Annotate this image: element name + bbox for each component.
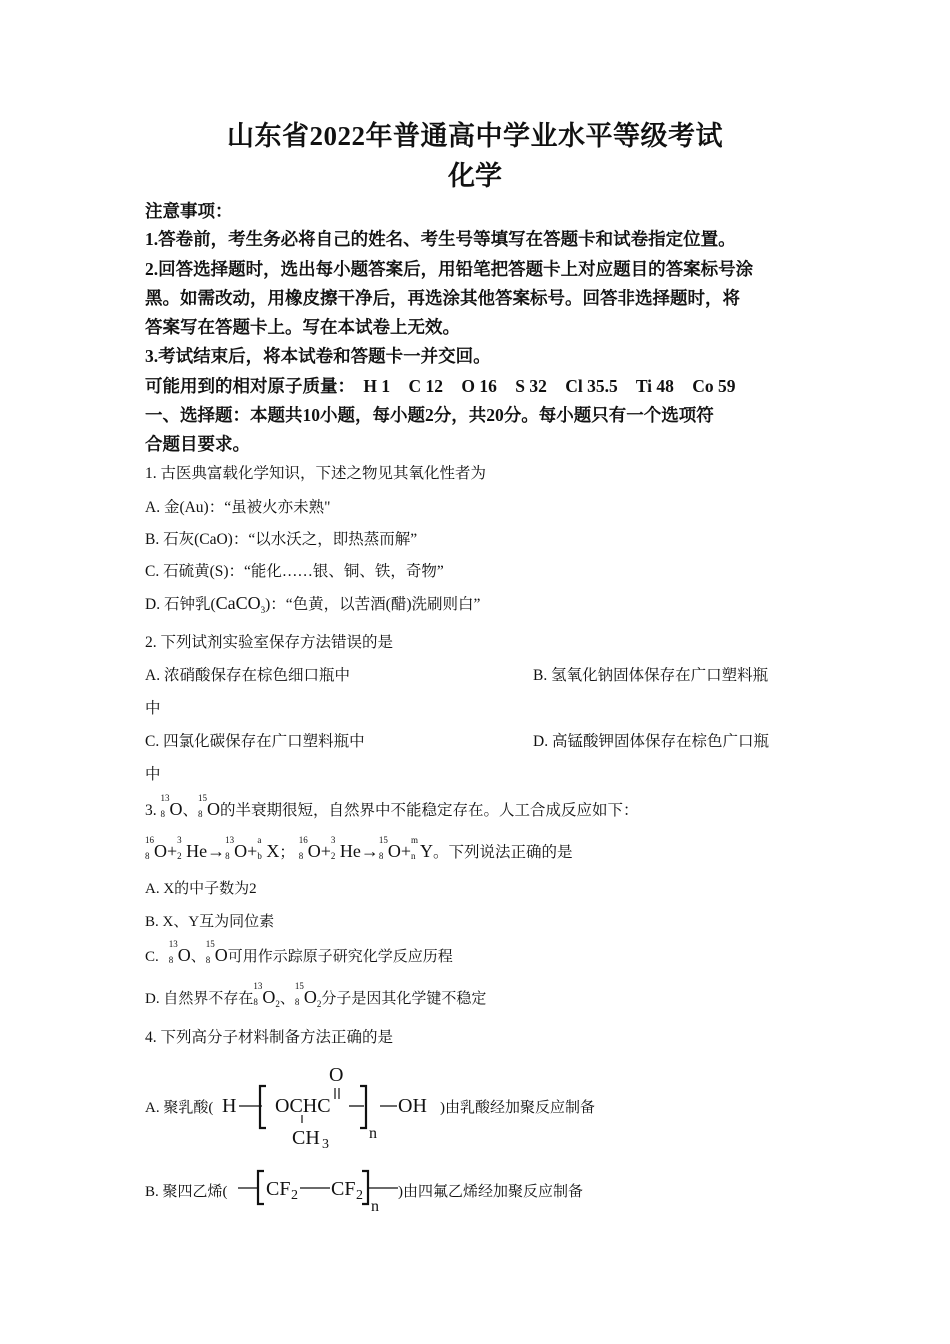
q3-c-text: 可用作示踪原子研究化学反应历程 — [227, 949, 453, 965]
q1-d-subscript: 3 — [260, 605, 266, 616]
exam-subject: 化学 — [448, 161, 502, 191]
q1-option-c: C. 石硫黄(S)：“能化……银、铜、铁，奇物” — [145, 563, 444, 580]
q4-stem: 4. 下列高分子材料制备方法正确的是 — [145, 1029, 394, 1046]
nuclide-x: a b X — [257, 835, 280, 861]
q3-reaction-separator: ； — [279, 844, 295, 861]
svg-text:OH: OH — [398, 1095, 427, 1117]
exam-title: 山东省2022年普通高中学业水平等级考试 — [227, 121, 723, 151]
svg-text:2: 2 — [356, 1188, 363, 1203]
q3-option-a: A. X的中子数为2 — [145, 881, 257, 897]
mass-co: Co 59 — [692, 376, 736, 396]
molecule-o15-2: 15 8 O — [294, 981, 317, 1007]
svg-text:H: H — [222, 1095, 237, 1117]
polylactic-acid-structure — [222, 1058, 440, 1154]
svg-text:O: O — [329, 1064, 344, 1086]
q1-stem: 1. 古医典富载化学知识，下述之物见其氧化性者为 — [145, 465, 487, 482]
svg-text:OCHC: OCHC — [275, 1095, 331, 1117]
q3-c-label: C. — [145, 949, 159, 965]
q4-option-b-suffix: )由四氟乙烯经加聚反应制备 — [398, 1184, 583, 1200]
svg-text:n: n — [371, 1198, 379, 1214]
q4-option-a-prefix: A. 聚乳酸( — [145, 1100, 214, 1116]
molecule-o13-2: 13 8 O — [253, 981, 276, 1007]
svg-text:n: n — [369, 1125, 377, 1142]
q1-option-b: B. 石灰(CaO)：“以水沃之，即热蒸而解” — [145, 531, 418, 548]
q2-option-d: D. 高锰酸钾固体保存在棕色广口瓶 — [533, 733, 769, 750]
notice-item-1: 1.答卷前，考生务必将自己的姓名、考生号等填写在答题卡和试卷指定位置。 — [145, 229, 736, 249]
q1-option-a: A. 金(Au)：“虽被火亦未熟" — [145, 499, 331, 516]
q2-option-b: B. 氢氧化钠固体保存在广口塑料瓶 — [533, 667, 769, 684]
nuclide-o16: 16 8 O — [145, 835, 167, 861]
q3-d-label: D. 自然界不存在 — [145, 991, 254, 1007]
notice-item-2-line2: 黑。如需改动，用橡皮擦干净后，再选涂其他答案标号。回答非选择题时，将 — [145, 288, 740, 308]
mass-s: S 32 — [515, 376, 547, 396]
q3-number: 3. — [145, 802, 157, 819]
q3-stem — [145, 793, 639, 820]
mass-h: H 1 — [363, 376, 391, 396]
q3-option-d: D. 自然界不存在 13 8 $O_2$、 15 8 $O_2$分子是因其化学键不稳定 — [145, 981, 487, 1009]
nuclide-o15: 15 8 O — [198, 793, 221, 819]
svg-text:3: 3 — [322, 1137, 329, 1152]
atomic-mass-line — [145, 373, 750, 398]
q1-option-d — [145, 592, 480, 615]
q3-reaction-text: 。下列说法正确的是 — [433, 844, 573, 861]
nuclide-o16-b: 16 8 O — [298, 835, 321, 861]
q3-reactions: 16 8 O+ 3 2 He→ 13 8 O+ a b X； 16 8 O+ 3 2 He→ 15 8 O+ m n Y。下列说法正确的是 — [145, 835, 573, 861]
q3-d-text: 分子是因其化学键不稳定 — [321, 991, 487, 1007]
atomic-mass-label: 可能用到的相对原子质量： — [145, 376, 355, 396]
ptfe-structure — [238, 1166, 400, 1214]
q3-stem-text: 的半衰期很短，自然界中不能稳定存在。人工合成反应如下： — [220, 802, 639, 819]
q2-option-c: C. 四氯化碳保存在广口塑料瓶中 — [145, 733, 365, 750]
mass-c: C 12 — [408, 376, 444, 396]
section-heading-line1: 一、选择题：本题共10小题，每小题2分，共20分。每小题只有一个选项符 — [145, 405, 714, 425]
q4-option-b-prefix: B. 聚四乙烯( — [145, 1184, 228, 1200]
notice-item-3: 3.考试结束后，将本试卷和答题卡一并交回。 — [145, 346, 491, 366]
q1-d-prefix: D. 石钟乳( — [145, 596, 216, 613]
q2-stem: 2. 下列试剂实验室保存方法错误的是 — [145, 634, 394, 651]
nuclide-he3: 3 2 He — [177, 835, 208, 861]
q1-d-formula: CaCO — [215, 593, 261, 613]
svg-text:CF: CF — [331, 1178, 356, 1200]
notice-heading: 注意事项： — [145, 201, 233, 221]
nuclide-he3-b: 3 2 He — [330, 835, 361, 861]
notice-item-2-line1: 2.回答选择题时，选出每小题答案后，用铅笔把答题卡上对应题目的答案标号涂 — [145, 259, 754, 279]
nuclide-o15-product: 15 8 O — [378, 835, 401, 861]
q3-option-b: B. X、Y互为同位素 — [145, 914, 275, 930]
svg-text:2: 2 — [291, 1188, 298, 1203]
q4-option-a-suffix: )由乳酸经加聚反应制备 — [440, 1100, 595, 1116]
q2-option-a: A. 浓硝酸保存在棕色细口瓶中 — [145, 667, 350, 684]
q2-option-b-wrap: 中 — [145, 700, 161, 717]
nuclide-o15-c: 15 8 O — [205, 939, 228, 965]
nuclide-y: m n Y — [411, 835, 434, 861]
nuclide-o13-c: 13 8 O — [168, 939, 191, 965]
notice-item-2-line3: 答案写在答题卡上。写在本试卷上无效。 — [145, 317, 460, 337]
svg-text:CF: CF — [266, 1178, 291, 1200]
mass-ti: Ti 48 — [635, 376, 674, 396]
q1-d-suffix: )：“色黄，以苦酒(醋)洗刷则白” — [265, 596, 481, 613]
q3-option-c: C. 13 8 O、 15 8 O可用作示踪原子研究化学反应历程 — [145, 939, 453, 965]
section-heading-line2: 合题目要求。 — [145, 434, 250, 454]
nuclide-o13-product: 13 8 O — [225, 835, 248, 861]
mass-cl: Cl 35.5 — [565, 376, 618, 396]
svg-text:CH: CH — [292, 1127, 320, 1149]
q3-separator: 、 — [182, 802, 199, 819]
nuclide-o13: 13 8 O — [160, 793, 183, 819]
mass-o: O 16 — [461, 376, 497, 396]
q2-option-d-wrap: 中 — [145, 766, 161, 783]
